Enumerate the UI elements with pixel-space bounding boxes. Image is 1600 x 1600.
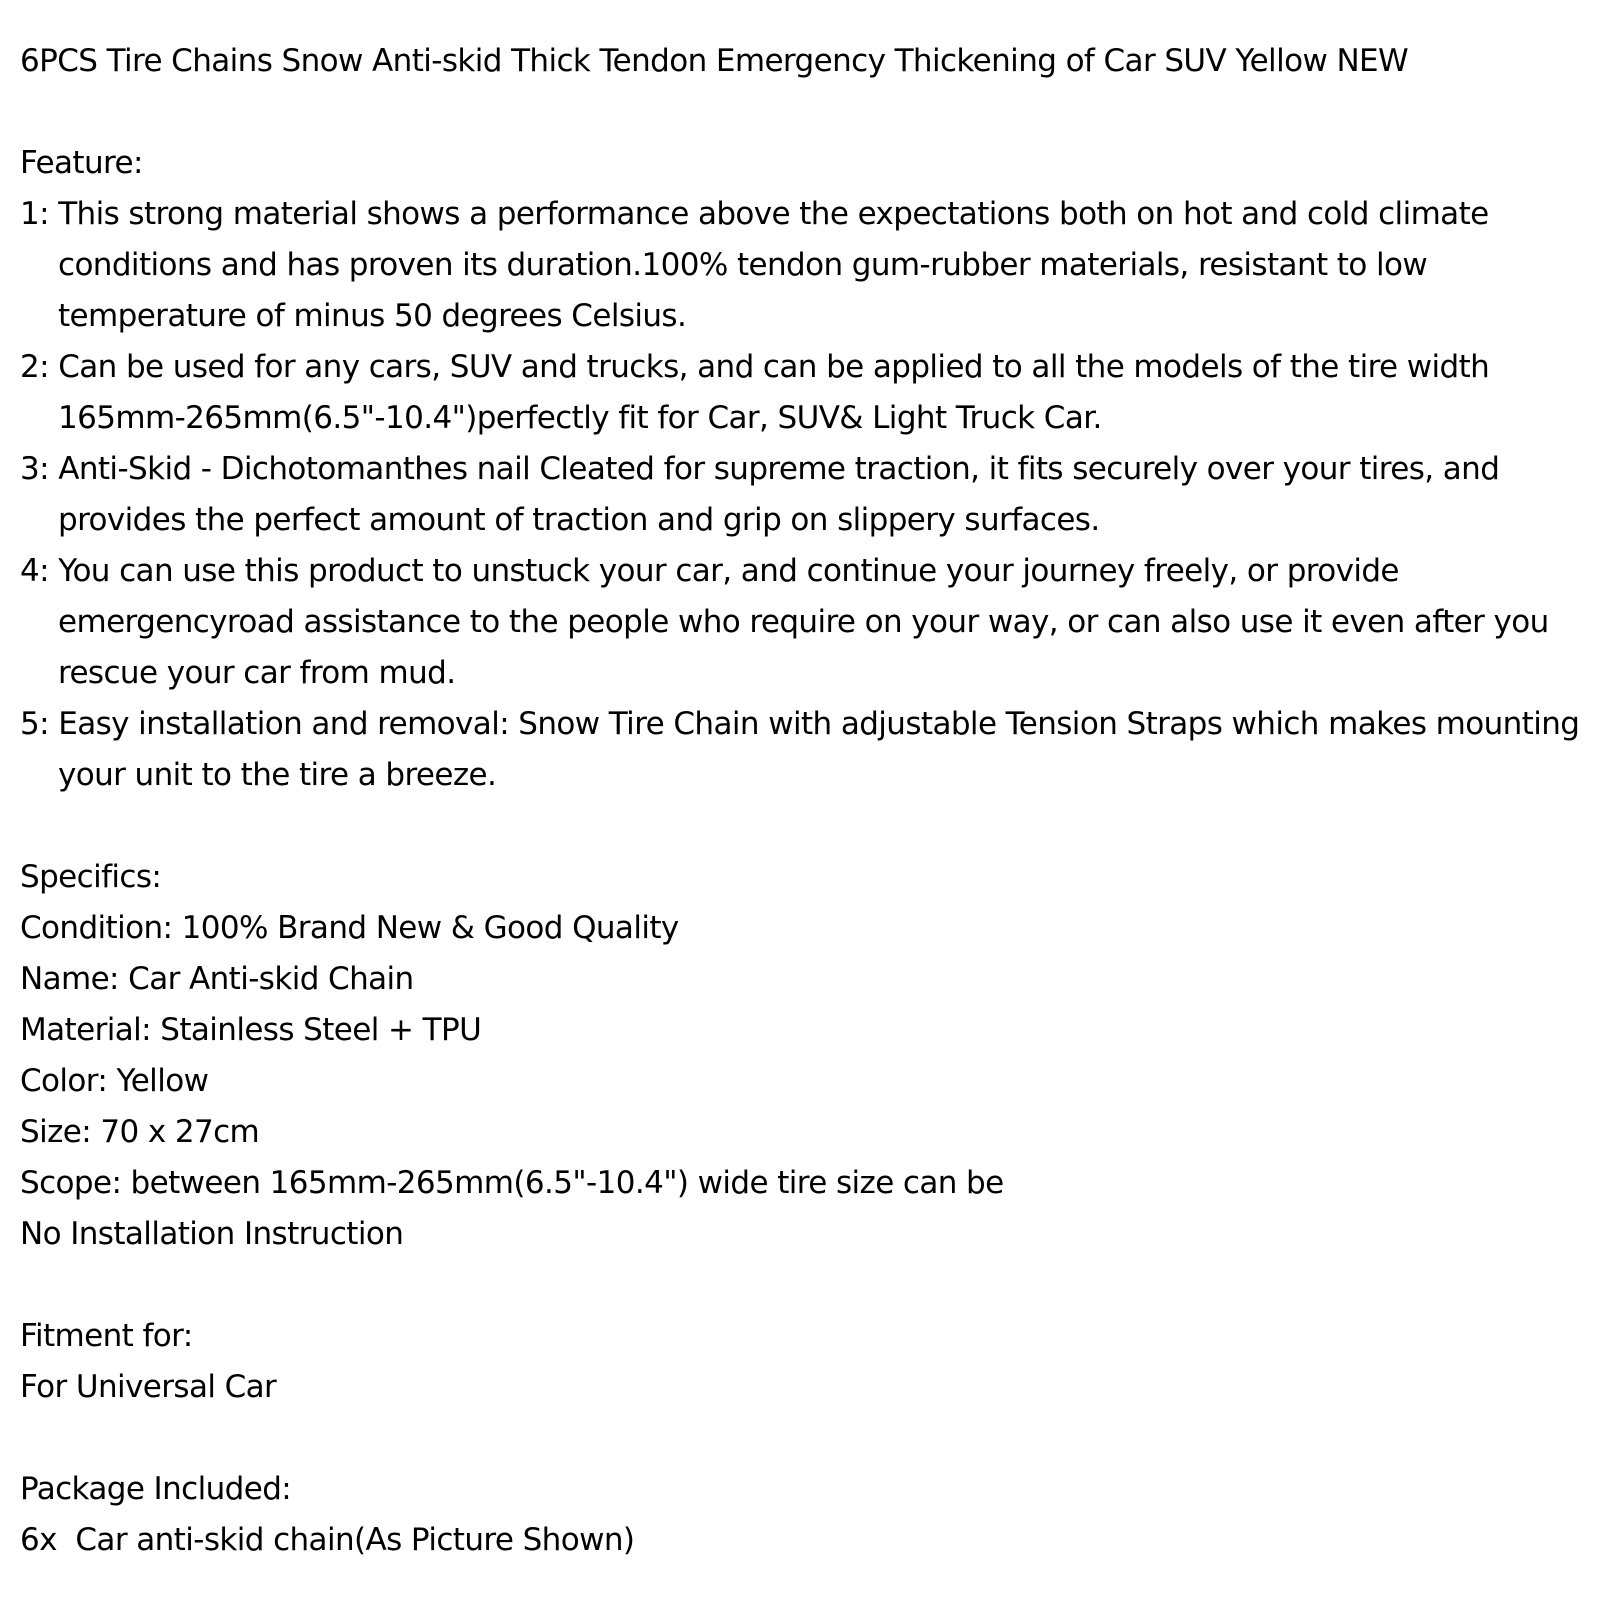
spec-line: Name: Car Anti-skid Chain bbox=[20, 961, 414, 997]
spec-line: Size: 70 x 27cm bbox=[20, 1114, 260, 1150]
spec-line: Color: Yellow bbox=[20, 1063, 209, 1099]
spec-line: Scope: between 165mm-265mm(6.5"-10.4") wide tire size can be bbox=[20, 1165, 1004, 1201]
package-heading: Package Included: bbox=[20, 1471, 292, 1507]
feature-section bbox=[20, 138, 1580, 801]
spacer bbox=[20, 1260, 1580, 1311]
product-title: 6PCS Tire Chains Snow Anti-skid Thick Tendon Emergency Thickening of Car SUV Yellow NEW bbox=[20, 43, 1409, 79]
fitment-line: For Universal Car bbox=[20, 1369, 277, 1405]
product-description bbox=[20, 36, 1580, 1566]
spacer bbox=[20, 87, 1580, 138]
spec-line: Material: Stainless Steel + TPU bbox=[20, 1012, 482, 1048]
spacer bbox=[20, 1413, 1580, 1464]
fitment-heading: Fitment for: bbox=[20, 1318, 193, 1354]
spec-line: Condition: 100% Brand New & Good Quality bbox=[20, 910, 679, 946]
specifics-heading: Specifics: bbox=[20, 859, 162, 895]
specifics-section bbox=[20, 852, 1580, 1260]
package-section bbox=[20, 1464, 1580, 1566]
feature-item: 3: Anti-Skid - Dichotomanthes nail Cleated for supreme traction, it fits securely over your tires, and provides the perfect amount of traction and grip on slippery surfaces. bbox=[20, 451, 1500, 538]
feature-item: 4: You can use this product to unstuck your car, and continue your journey freely, or provide emergencyroad assistance to the people who require on your way, or can also use it even after you rescue your car from mud. bbox=[20, 553, 1549, 691]
package-line: 6x Car anti-skid chain(As Picture Shown) bbox=[20, 1522, 635, 1558]
spacer bbox=[20, 801, 1580, 852]
feature-heading: Feature: bbox=[20, 145, 143, 181]
spec-line: No Installation Instruction bbox=[20, 1216, 404, 1252]
feature-item: 2: Can be used for any cars, SUV and trucks, and can be applied to all the models of the tire width 165mm-265mm(6.5"-10.4")perfectly fit for Car, SUV& Light Truck Car. bbox=[20, 349, 1490, 436]
fitment-section bbox=[20, 1311, 1580, 1413]
feature-item: 5: Easy installation and removal: Snow Tire Chain with adjustable Tension Straps which makes mounting your unit to the tire a breeze. bbox=[20, 706, 1580, 793]
feature-item: 1: This strong material shows a performance above the expectations both on hot and cold climate conditions and has proven its duration.100% tendon gum-rubber materials, resistant to low temperature of minus 50 degrees Celsius. bbox=[20, 196, 1489, 334]
